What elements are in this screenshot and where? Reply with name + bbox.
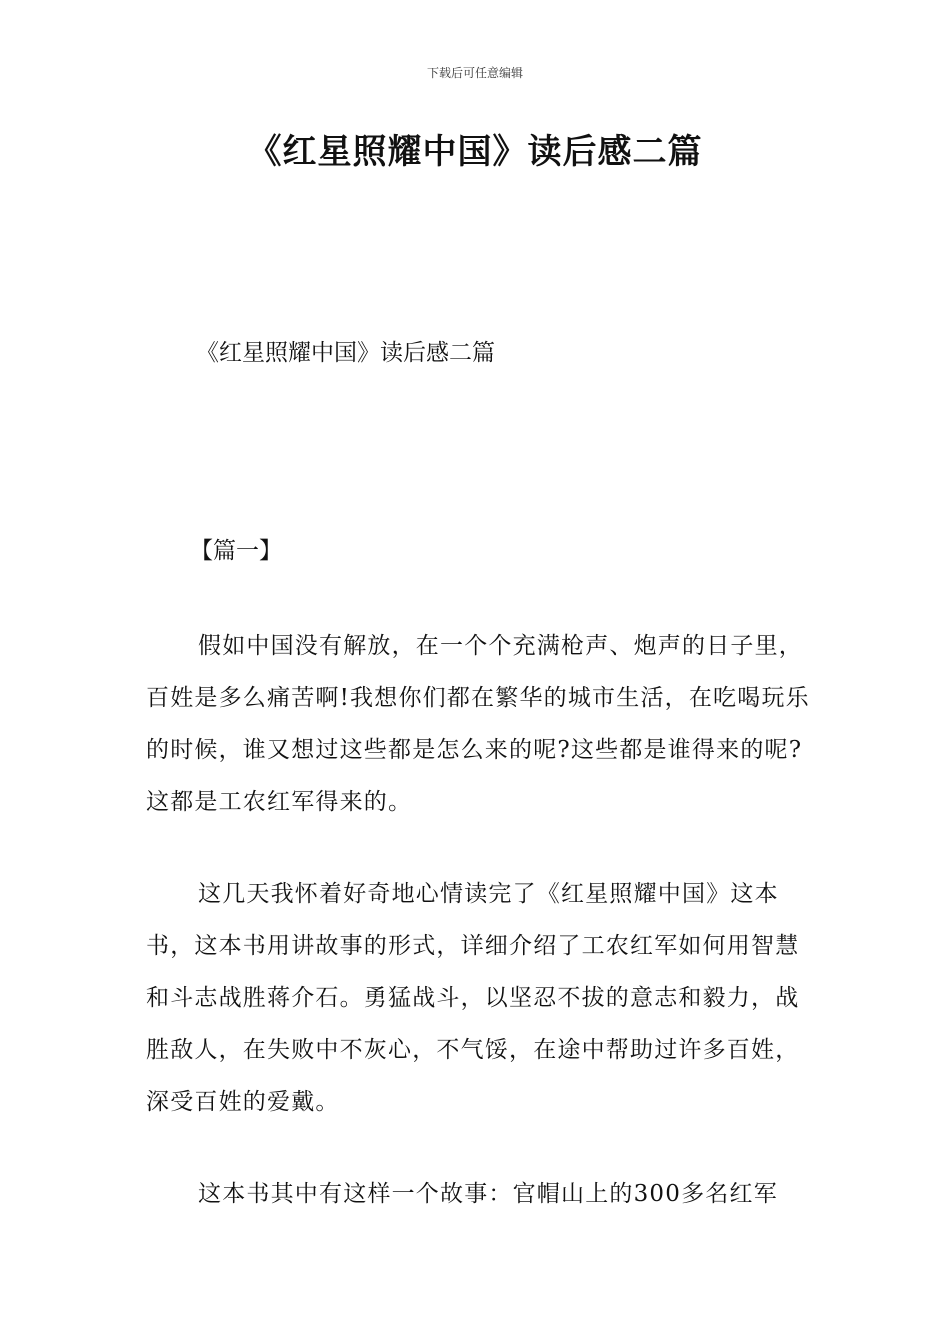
section-label: 【篇一】 [190,538,282,564]
document-title: 《红星照耀中国》读后感二篇 [247,132,703,172]
document-subtitle: 《红星照耀中国》读后感二篇 [196,340,495,366]
paragraph-2: 这几天我怀着好奇地心情读完了《红星照耀中国》这本书，这本书用讲故事的形式，详细介绍了工农红军如何用智慧和斗志战胜蒋介石。勇猛战斗，以坚忍不拔的意志和毅力，战胜敌人，在失败中不灰心，不气馁，在途中帮助过许多百姓，深受百姓的爱戴。 [146,881,800,1115]
paragraph-3: 这本书其中有这样一个故事：官帽山上的300多名红军 [198,1181,778,1207]
header-note: 下载后可任意编辑 [426,66,523,80]
paragraph-1: 假如中国没有解放，在一个个充满枪声、炮声的日子里，百姓是多么痛苦啊!我想你们都在繁华的城市生活，在吃喝玩乐的时候，谁又想过这些都是怎么来的呢?这些都是谁得来的呢?这都是工农红军得来的。 [146,633,810,815]
